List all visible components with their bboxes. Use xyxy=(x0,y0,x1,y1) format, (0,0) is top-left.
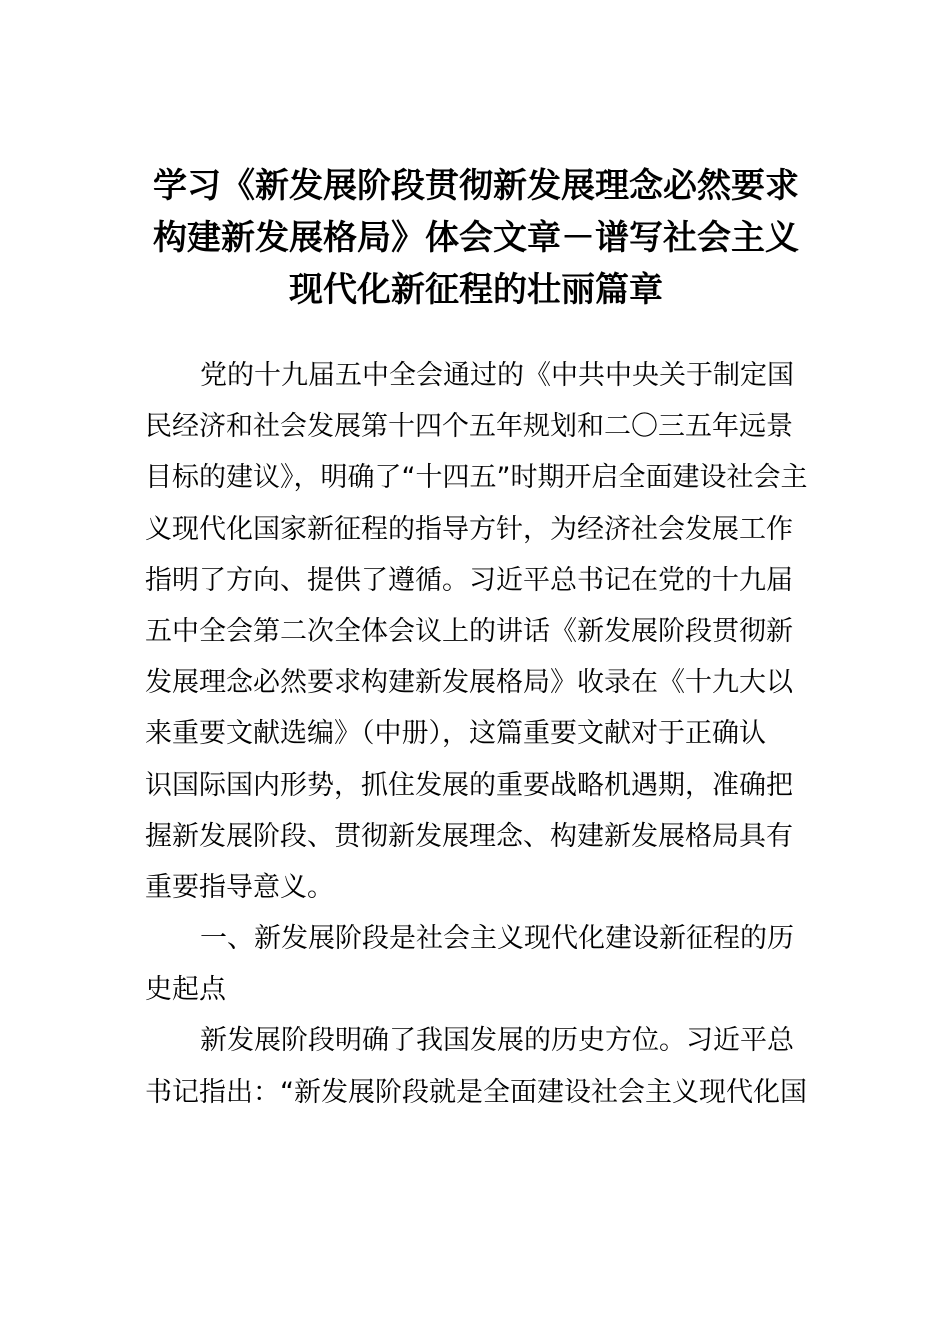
body-line: 民经济和社会发展第十四个五年规划和二〇三五年远景 xyxy=(145,411,793,443)
document-body xyxy=(145,350,810,1118)
title-line: 构建新发展格局》体会文章－谱写社会主义 xyxy=(153,218,799,258)
document-title xyxy=(140,160,812,316)
title-line: 学习《新发展阶段贯彻新发展理念必然要求 xyxy=(153,166,799,206)
body-line: 识国际国内形势，抓住发展的重要战略机遇期，准确把 xyxy=(145,769,793,801)
body-line: 目标的建议》，明确了“十四五”时期开启全面建设社会主 xyxy=(145,462,808,494)
body-line: 党的十九届五中全会通过的《中共中央关于制定国 xyxy=(200,360,794,391)
body-line: 五中全会第二次全体会议上的讲话《新发展阶段贯彻新 xyxy=(145,615,793,647)
body-line: 新发展阶段明确了我国发展的历史方位。习近平总 xyxy=(200,1025,794,1057)
body-line: 义现代化国家新征程的指导方针，为经济社会发展工作 xyxy=(145,513,793,545)
body-line: 握新发展阶段、贯彻新发展理念、构建新发展格局具有 xyxy=(145,820,793,852)
body-line: 指明了方向、提供了遵循。习近平总书记在党的十九届 xyxy=(145,564,793,596)
body-line: 来重要文献选编》（中册），这篇重要文献对于正确认 xyxy=(145,718,766,750)
section-heading-line: 一、新发展阶段是社会主义现代化建设新征程的历 xyxy=(200,923,794,955)
body-line: 发展理念必然要求构建新发展格局》收录在《十九大以 xyxy=(145,667,793,699)
title-line: 现代化新征程的壮丽篇章 xyxy=(289,270,663,310)
section-heading-line: 史起点 xyxy=(145,974,226,1006)
body-line: 书记指出：“新发展阶段就是全面建设社会主义现代化国 xyxy=(145,1076,807,1108)
body-line: 重要指导意义。 xyxy=(145,871,334,903)
